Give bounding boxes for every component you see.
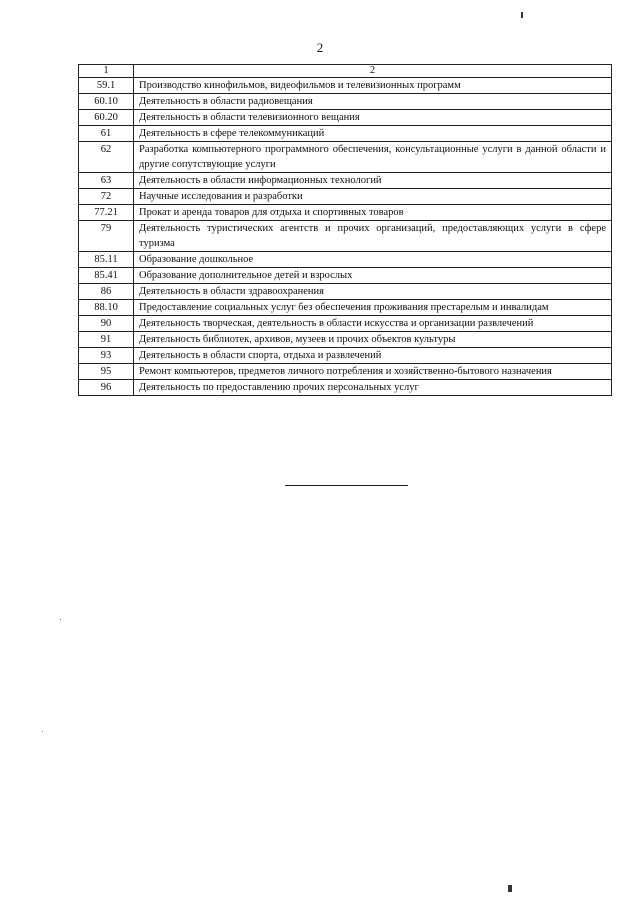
activity-description: Деятельность в области радиовещания: [134, 94, 612, 110]
table-row: [79, 173, 612, 189]
activity-description: Деятельность в области информационных технологий: [134, 173, 612, 189]
activity-code: 85.11: [79, 252, 134, 268]
table-row: [79, 284, 612, 300]
scan-speck: [42, 731, 43, 732]
activity-description: Прокат и аренда товаров для отдыха и спортивных товаров: [134, 205, 612, 221]
activity-code: 61: [79, 126, 134, 142]
table-header-row: [79, 65, 612, 78]
activity-description: Производство кинофильмов, видеофильмов и телевизионных программ: [134, 78, 612, 94]
activity-code: 77.21: [79, 205, 134, 221]
activity-code: 60.20: [79, 110, 134, 126]
activity-code: 95: [79, 364, 134, 380]
scan-speck: [60, 619, 61, 620]
activity-code: 60.10: [79, 94, 134, 110]
header-code-column: 1: [79, 65, 134, 78]
activity-code: 96: [79, 380, 134, 396]
table-row: [79, 364, 612, 380]
activity-description: Ремонт компьютеров, предметов личного потребления и хозяйственно-бытового назначения: [134, 364, 612, 380]
table-row: [79, 380, 612, 396]
end-of-document-rule: [285, 485, 408, 486]
activity-description: Деятельность библиотек, архивов, музеев и прочих объектов культуры: [134, 332, 612, 348]
activity-code: 93: [79, 348, 134, 364]
activity-description: Предоставление социальных услуг без обеспечения проживания престарелым и инвалидам: [134, 300, 612, 316]
activity-description: Деятельность творческая, деятельность в области искусства и организации развлечений: [134, 316, 612, 332]
activity-code: 86: [79, 284, 134, 300]
table-row: [79, 189, 612, 205]
activity-code: 88.10: [79, 300, 134, 316]
table-row: [79, 348, 612, 364]
activity-code: 63: [79, 173, 134, 189]
table-row: [79, 221, 612, 252]
table-row: [79, 110, 612, 126]
table-body: [79, 78, 612, 396]
table-row: [79, 126, 612, 142]
activity-description: Образование дошкольное: [134, 252, 612, 268]
table-row: [79, 268, 612, 284]
activity-description: Деятельность в области спорта, отдыха и развлечений: [134, 348, 612, 364]
table-row: [79, 142, 612, 173]
activity-code: 91: [79, 332, 134, 348]
activity-description: Деятельность в области телевизионного вещания: [134, 110, 612, 126]
activity-code: 59.1: [79, 78, 134, 94]
scan-mark-top: [521, 12, 523, 18]
activity-code: 62: [79, 142, 134, 173]
okved-table: [78, 64, 612, 396]
table-row: [79, 332, 612, 348]
activity-description: Образование дополнительное детей и взрослых: [134, 268, 612, 284]
activity-code: 72: [79, 189, 134, 205]
activity-description: Деятельность в сфере телекоммуникаций: [134, 126, 612, 142]
activity-code: 90: [79, 316, 134, 332]
table-row: [79, 316, 612, 332]
activity-code: 79: [79, 221, 134, 252]
header-description-column: 2: [134, 65, 612, 78]
table-row: [79, 205, 612, 221]
table-row: [79, 94, 612, 110]
activity-description: Разработка компьютерного программного обеспечения, консультационные услуги в данной области и другие сопутствующие услуги: [134, 142, 612, 173]
table-row: [79, 78, 612, 94]
activity-description: Научные исследования и разработки: [134, 189, 612, 205]
table-row: [79, 252, 612, 268]
activity-description: Деятельность по предоставлению прочих персональных услуг: [134, 380, 612, 396]
table-row: [79, 300, 612, 316]
activity-description: Деятельность туристических агентств и прочих организаций, предоставляющих услуги в сфере туризма: [134, 221, 612, 252]
activity-description: Деятельность в области здравоохранения: [134, 284, 612, 300]
activity-code: 85.41: [79, 268, 134, 284]
page-number: 2: [316, 40, 324, 55]
scan-mark-bottom: [508, 885, 512, 892]
